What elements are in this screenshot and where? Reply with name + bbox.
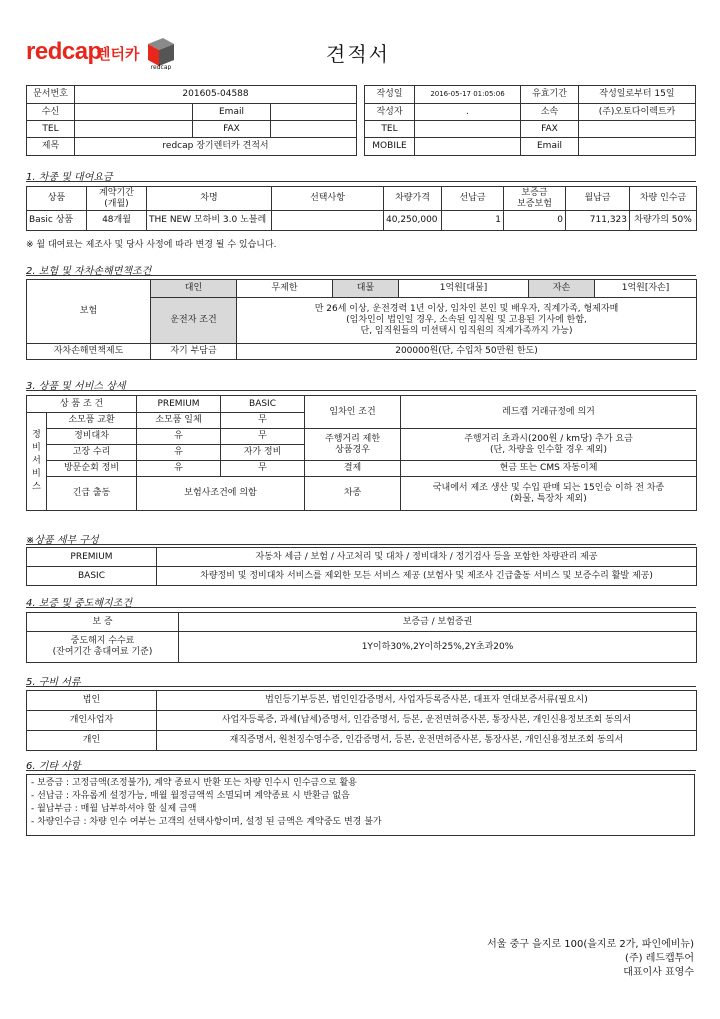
cancel-fee-label: [27, 632, 179, 663]
property-value: 1억원[대물]: [399, 280, 529, 298]
mobile-value: [415, 138, 521, 156]
to-label: 수신: [27, 104, 75, 121]
product-name: BASIC: [27, 567, 157, 586]
service-basic: 무: [221, 429, 305, 445]
service-basic: 무: [221, 461, 305, 477]
dept-value: (주)오토다이렉트카: [579, 104, 696, 121]
mileage-line: 주행거리 초과시(200원 / km당) 추가 요금: [464, 433, 633, 444]
doc-applicant: 개인: [27, 731, 157, 751]
service-side-label: 정 비 서 비 스: [27, 413, 47, 511]
service-premium: 소모품 일체: [137, 413, 221, 429]
car-line: (화물, 특장차 제외): [510, 493, 587, 504]
col-options: 선택사항: [272, 187, 384, 211]
bodily-value: 무제한: [237, 280, 333, 298]
basic-header: BASIC: [221, 396, 305, 413]
product-detail-title: ※상품 세부 구성: [26, 535, 99, 546]
header-left-table: [26, 85, 357, 156]
note-line: - 월납부금 : 매월 납부하셔야 할 실제 금액: [31, 804, 197, 814]
driver-cond-line: 단, 임직원들의 미션택시 임직원의 직계가족까지 가능): [360, 326, 573, 336]
doc-list: 재직증명서, 원천징수영수증, 인감증명서, 등본, 운전면허증사본, 통장사본, 개인신용정보조회 동의서: [157, 731, 697, 751]
service-basic: 무: [221, 413, 305, 429]
subject-label: 제목: [27, 138, 75, 156]
product-name: PREMIUM: [27, 548, 157, 567]
writer-label: 작성자: [365, 104, 415, 121]
cell-deposit: 0: [504, 211, 566, 231]
documents-table: [26, 690, 697, 751]
tel-value: [75, 121, 193, 138]
cell-options: [272, 211, 384, 231]
to-value: [75, 104, 193, 121]
cond-header: 상 품 조 건: [27, 396, 137, 413]
section-3-title: 3. 상품 및 서비스 상세: [26, 381, 126, 392]
doc-no-label: 문서번호: [27, 86, 75, 104]
doc-list: 사업자등록증, 과세(납세)증명서, 인감증명서, 등본, 운전면허증사본, 통장사본, 개인신용정보조회 동의서: [157, 711, 697, 731]
section-2-title: 2. 보험 및 자차손해면책조건: [26, 266, 152, 277]
col-car-price: 차량가격: [384, 187, 442, 211]
section-divider: [26, 390, 696, 391]
date-value: 2016-05-17 01:05:06: [415, 86, 521, 104]
writer-fax-label: FAX: [521, 121, 579, 138]
deposit-label: 보 증: [27, 613, 179, 632]
mileage-label: 주행거리 제한 상품경우: [305, 429, 401, 461]
subject-value: redcap 장기렌터카 견적서: [75, 138, 357, 156]
cell-monthly: 711,323: [566, 211, 630, 231]
footer-company: (주) 레드캡투어: [625, 953, 694, 964]
table-row: [27, 567, 697, 586]
mileage-value: [401, 429, 697, 461]
writer-email-value: [579, 138, 696, 156]
premium-header: PREMIUM: [137, 396, 221, 413]
emergency-value: 보험사조건에 의함: [137, 477, 305, 511]
header-right-table: [364, 85, 696, 156]
writer-tel-value: [415, 121, 521, 138]
col-monthly: 월납금: [566, 187, 630, 211]
valid-label: 유효기간: [521, 86, 579, 104]
valid-value: 작성일로부터 15일: [579, 86, 696, 104]
service-premium: 유: [137, 429, 221, 445]
table-row: [27, 548, 697, 567]
service-table: [26, 395, 697, 511]
cell-car-name: THE NEW 모하비 3.0 노블레: [147, 211, 272, 231]
brand-logo-suffix: 렌터카: [96, 45, 140, 63]
section-divider: [26, 181, 696, 182]
other-notes-box: [26, 774, 695, 836]
redcap-cube-icon: [145, 36, 177, 70]
section-divider: [26, 275, 696, 276]
cell-product: Basic 상품: [27, 211, 87, 231]
tenant-cond-label: 임차인 조건: [305, 396, 401, 429]
table-row: [27, 211, 697, 231]
writer-value: .: [415, 104, 521, 121]
product-desc: 차량정비 및 정비대차 서비스를 제외한 모든 서비스 제공 (보험사 및 제조사 긴급출동 서비스 및 보증수리 활발 제공): [157, 567, 697, 586]
section-5-title: 5. 구비 서류: [26, 677, 81, 688]
table-row: [27, 711, 697, 731]
section-divider: [26, 607, 696, 608]
note-line: - 차량인수금 : 차량 인수 여부는 고객의 선택사항이며, 설정 된 금액은 계약중도 변경 불가: [31, 817, 382, 827]
section-divider: [26, 544, 696, 545]
section-divider: [26, 686, 696, 687]
col-product: 상품: [27, 187, 87, 211]
fax-value: [271, 121, 357, 138]
driver-cond-label: 운전자 조건: [151, 298, 237, 344]
service-premium: 유: [137, 445, 221, 461]
dept-label: 소속: [521, 104, 579, 121]
note-line: - 선납금 : 자유롭게 설정가능, 매월 월정금액씩 소멸되며 계약종료 시 반환금 없음: [31, 791, 350, 801]
cell-car-price: 40,250,000: [384, 211, 442, 231]
cdw-value: 200000원(단, 수입차 50만원 한도): [237, 344, 697, 360]
deposit-table: [26, 612, 697, 663]
payment-value: 현금 또는 CMS 자동이체: [401, 461, 697, 477]
writer-email-label: Email: [521, 138, 579, 156]
tenant-cond-value: 레드캡 거래규정에 의거: [401, 396, 697, 429]
writer-fax-value: [579, 121, 696, 138]
cube-label: redcap: [150, 64, 172, 70]
email-value: [271, 104, 357, 121]
doc-list: 법인등기부등본, 법인인감증명서, 사업자등록증사본, 대표자 연대보증서류(필요시): [157, 691, 697, 711]
fax-label: FAX: [193, 121, 271, 138]
rental-fee-table: [26, 186, 697, 231]
car-label: 차종: [305, 477, 401, 511]
driver-cond-line: 만 26세 이상, 운전경력 1년 이상, 임차인 본인 및 배우자, 직계가족, 형제자매: [314, 304, 619, 314]
doc-applicant: 개인사업자: [27, 711, 157, 731]
writer-tel-label: TEL: [365, 121, 415, 138]
self-value: 1억원[자손]: [595, 280, 697, 298]
cdw-type: 자기 부담금: [151, 344, 237, 360]
cell-prepay: 1: [442, 211, 504, 231]
brand-logo-text: redcap: [26, 38, 102, 65]
service-basic: 자가 정비: [221, 445, 305, 461]
cell-term: 48개월: [87, 211, 147, 231]
col-term: 계약기간 (개월): [87, 187, 147, 211]
note-line: - 보증금 : 고정금액(조정불가), 계약 종료시 반환 또는 차량 인수시 인수금으로 활용: [31, 778, 357, 788]
driver-cond-value: [237, 298, 697, 344]
mileage-line: (단, 차량을 인수할 경우 제외): [490, 444, 607, 455]
col-prepay: 선납금: [442, 187, 504, 211]
tel-label: TEL: [27, 121, 75, 138]
table-row: [27, 731, 697, 751]
cell-buyout: 차량가의 50%: [630, 211, 697, 231]
payment-label: 결제: [305, 461, 401, 477]
page-title: 견적서: [326, 42, 390, 66]
cdw-label: 자차손해면책제도: [27, 344, 151, 360]
section-divider: [26, 770, 696, 771]
section-1-title: 1. 차종 및 대여요금: [26, 172, 113, 183]
deposit-value: 보증금 / 보험증권: [179, 613, 697, 632]
insurance-table: [26, 279, 697, 360]
fee-note: ※ 월 대여료는 제조사 및 당사 사정에 따라 변경 될 수 있습니다.: [26, 240, 277, 250]
car-value: [401, 477, 697, 511]
service-name: 소모품 교환: [47, 413, 137, 429]
service-name: 고장 수리: [47, 445, 137, 461]
section-4-title: 4. 보증 및 중도해지조건: [26, 598, 133, 609]
footer: [487, 938, 694, 980]
cancel-fee-line: (잔여기간 총대여료 기준): [52, 647, 153, 657]
service-name: 방문순회 정비: [47, 461, 137, 477]
insurance-label: 보험: [27, 280, 151, 344]
section-6-title: 6. 기타 사항: [26, 761, 81, 772]
service-premium: 유: [137, 461, 221, 477]
service-name: 정비대차: [47, 429, 137, 445]
footer-ceo: 대표이사 표영수: [623, 967, 694, 978]
bodily-label: 대인: [151, 280, 237, 298]
doc-no-value: 201605-04588: [75, 86, 357, 104]
email-label: Email: [193, 104, 271, 121]
emergency-label: 긴급 출동: [47, 477, 137, 511]
footer-address: 서울 중구 을지로 100(을지로 2가, 파인에비뉴): [487, 939, 694, 950]
doc-applicant: 법인: [27, 691, 157, 711]
product-desc: 자동차 세금 / 보험 / 사고처리 및 대차 / 정비대차 / 정기검사 등을 포함한 차량관리 제공: [157, 548, 697, 567]
property-label: 대물: [333, 280, 399, 298]
col-car-name: 차명: [147, 187, 272, 211]
col-deposit: 보증금 보증보험: [504, 187, 566, 211]
self-label: 자손: [529, 280, 595, 298]
cancel-fee-value: 1Y이하30%,2Y이하25%,2Y초과20%: [179, 632, 697, 663]
driver-cond-line: (임차인이 법인일 경우, 소속된 임직원 및 고용된 기사에 한함,: [346, 315, 587, 325]
car-line: 국내에서 제조 생산 및 수입 판매 되는 15인승 이하 전 차종: [432, 482, 665, 493]
product-detail-table: [26, 547, 697, 586]
cancel-fee-line: 중도해지 수수료: [70, 636, 135, 646]
col-buyout: 차량 인수금: [630, 187, 697, 211]
mobile-label: MOBILE: [365, 138, 415, 156]
date-label: 작성일: [365, 86, 415, 104]
table-row: [27, 691, 697, 711]
